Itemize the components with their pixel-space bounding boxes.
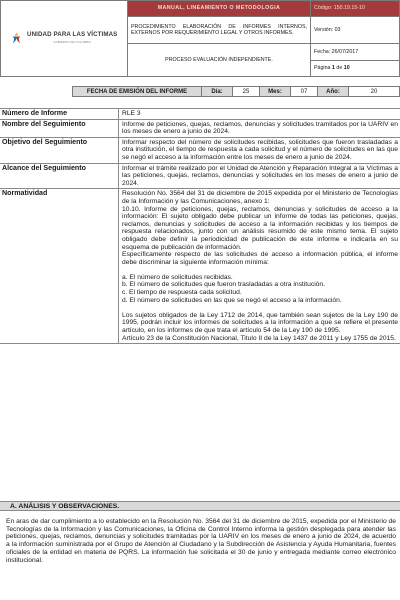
regulations-value [119,189,400,344]
follow-up-name-label: Nombre del Seguimiento [0,119,119,137]
logo-cell [1,1,128,77]
process-name: PROCESO EVALUACIÓN INDEPENDIENTE. [128,44,311,77]
objective-value: Informar respecto del número de solicitudes recibidas, solicitudes que fueron trasladadas a otra institución, el tiempo de respuesta a cada solicitud y el número de solicitudes en las que se negó el acceso a la información entre los meses de enero a junio de 2024. [119,137,400,163]
year-label: Año: [318,87,349,97]
procedure-name: PROCEDIMIENTO ELABORACIÓN DE INFORMES INTERNOS, EXTERNOS POR REQUERIMIENTO LEGAL Y OTROS INFORMES. [128,17,311,44]
emission-date-bar [0,86,400,97]
page-indicator: Página 1 de 10 [311,60,400,76]
regulation-paragraph: Específicamente respecto de las solicitudes de acceso a información pública, el informe debe discriminar la siguiente información mínima: [122,251,398,266]
follow-up-name-value: Informe de peticiones, quejas, reclamos, denuncias y solicitudes tramitados por la UARIV en los meses de enero a junio de 2024. [119,119,400,137]
report-number-value: RLE 3 [119,109,400,120]
document-code: Código: 150.19.15-10 [311,1,400,17]
report-info-table [0,108,400,344]
scope-label: Alcance del Seguimiento [0,163,119,189]
regulation-list-item: b. El número de solicitudes que fueron trasladadas a otra institución. [122,281,325,289]
month-value: 07 [291,87,318,97]
document-version: Versión: 03 [311,17,400,44]
regulation-paragraph: Resolución No. 3564 del 31 de diciembre de 2015 expedida por el Ministerio de Tecnologías de la Información y las Comunicaciones, anexo 1: [122,190,398,205]
regulation-list-item: d. El número de solicitudes en las que se negó el acceso a la información. [122,296,342,304]
document-type-title: MANUAL, LINEAMIENTO O METODOLOGIA [128,1,311,17]
emission-label: FECHA DE EMISIÓN DEL INFORME [73,87,202,97]
table-row [0,137,400,163]
month-label: Mes: [260,87,291,97]
regulation-paragraph: Artículo 23 de la Constitución Nacional, Titulo II de la Ley 1437 de 2011 y Ley 1755 de 2015. [122,334,396,342]
table-row [0,189,400,344]
day-label: Día: [202,87,233,97]
objective-label: Objetivo del Seguimiento [0,137,119,163]
regulation-paragraph: 10.10. Informe de peticiones, quejas, reclamos, denuncias y solicitudes de acceso a la información: El sujeto obligado debe publicar un informe de todas las peticiones, quejas, reclamos, denuncias y solicitudes de acceso a la información recibidas y los tiempos de respuesta relacionados, junto con un análisis resumido de este mismo tema. El sujeto obligado debe definir la periodicidad de publicación de este informe e indicarla en su esquema de publicación de información. [122,205,398,251]
table-row [0,109,400,120]
logo-text: UNIDAD PARA LAS VÍCTIMAS [27,30,118,38]
regulation-paragraph: Los sujetos obligados de la Ley 1712 de 2014, que también sean sujetos de la Ley 190 de 1995, podrán incluir los informes de solicitudes a la información a que se refiere el presente artículo, en los informes de que trata el artículo 54 de la Ley 190 de 1995. [122,311,398,335]
logo-subtext: GOBIERNO DE COLOMBIA [53,40,92,44]
year-value: 20 [349,87,400,97]
regulation-list-item: c. El tiempo de respuesta cada solicitud. [122,289,242,297]
day-value: 25 [233,87,260,97]
scope-value: Informar el trámite realizado por el Unidad de Atención y Reparación Integral a la Víctimas a las peticiones, quejas, reclamos, denuncias y solicitudes en los meses de enero a junio de 2024. [119,163,400,189]
section-a-body: En aras de dar cumplimiento a lo establecido en la Resolución No. 3564 del 31 de diciembre de 2015, expedida por el Ministerio de Tecnologías de la Información y las Comunicaciones, la Oficina de Control Interno informa la gestión desplegada para atender las peticiones, quejas, reclamos, denuncias y solicitudes tramitadas por la UARIV en los meses de enero a junio de 2024, de acuerdo a la información suministrada por el Grupo de Atención al Ciudadano y la Subdirección de Asistencia y Ayuda Humanitaria, fuentes oficiales de la entidad en materia de PQRS. La información fue solicitada el 30 de junio y entregada mediante correo electrónico institucional. [6,518,396,564]
table-row [0,163,400,189]
document-header [0,0,400,77]
table-row [0,119,400,137]
report-number-label: Número de Informe [0,109,119,120]
unidad-victimas-logo-icon [10,32,23,45]
regulation-list-item: a. El número de solicitudes recibidas. [122,273,233,281]
document-date: Fecha: 26/07/2017 [311,44,400,60]
section-a-heading: A. ANÁLISIS Y OBSERVACIONES. [0,501,400,511]
regulations-label: Normatividad [0,189,119,344]
